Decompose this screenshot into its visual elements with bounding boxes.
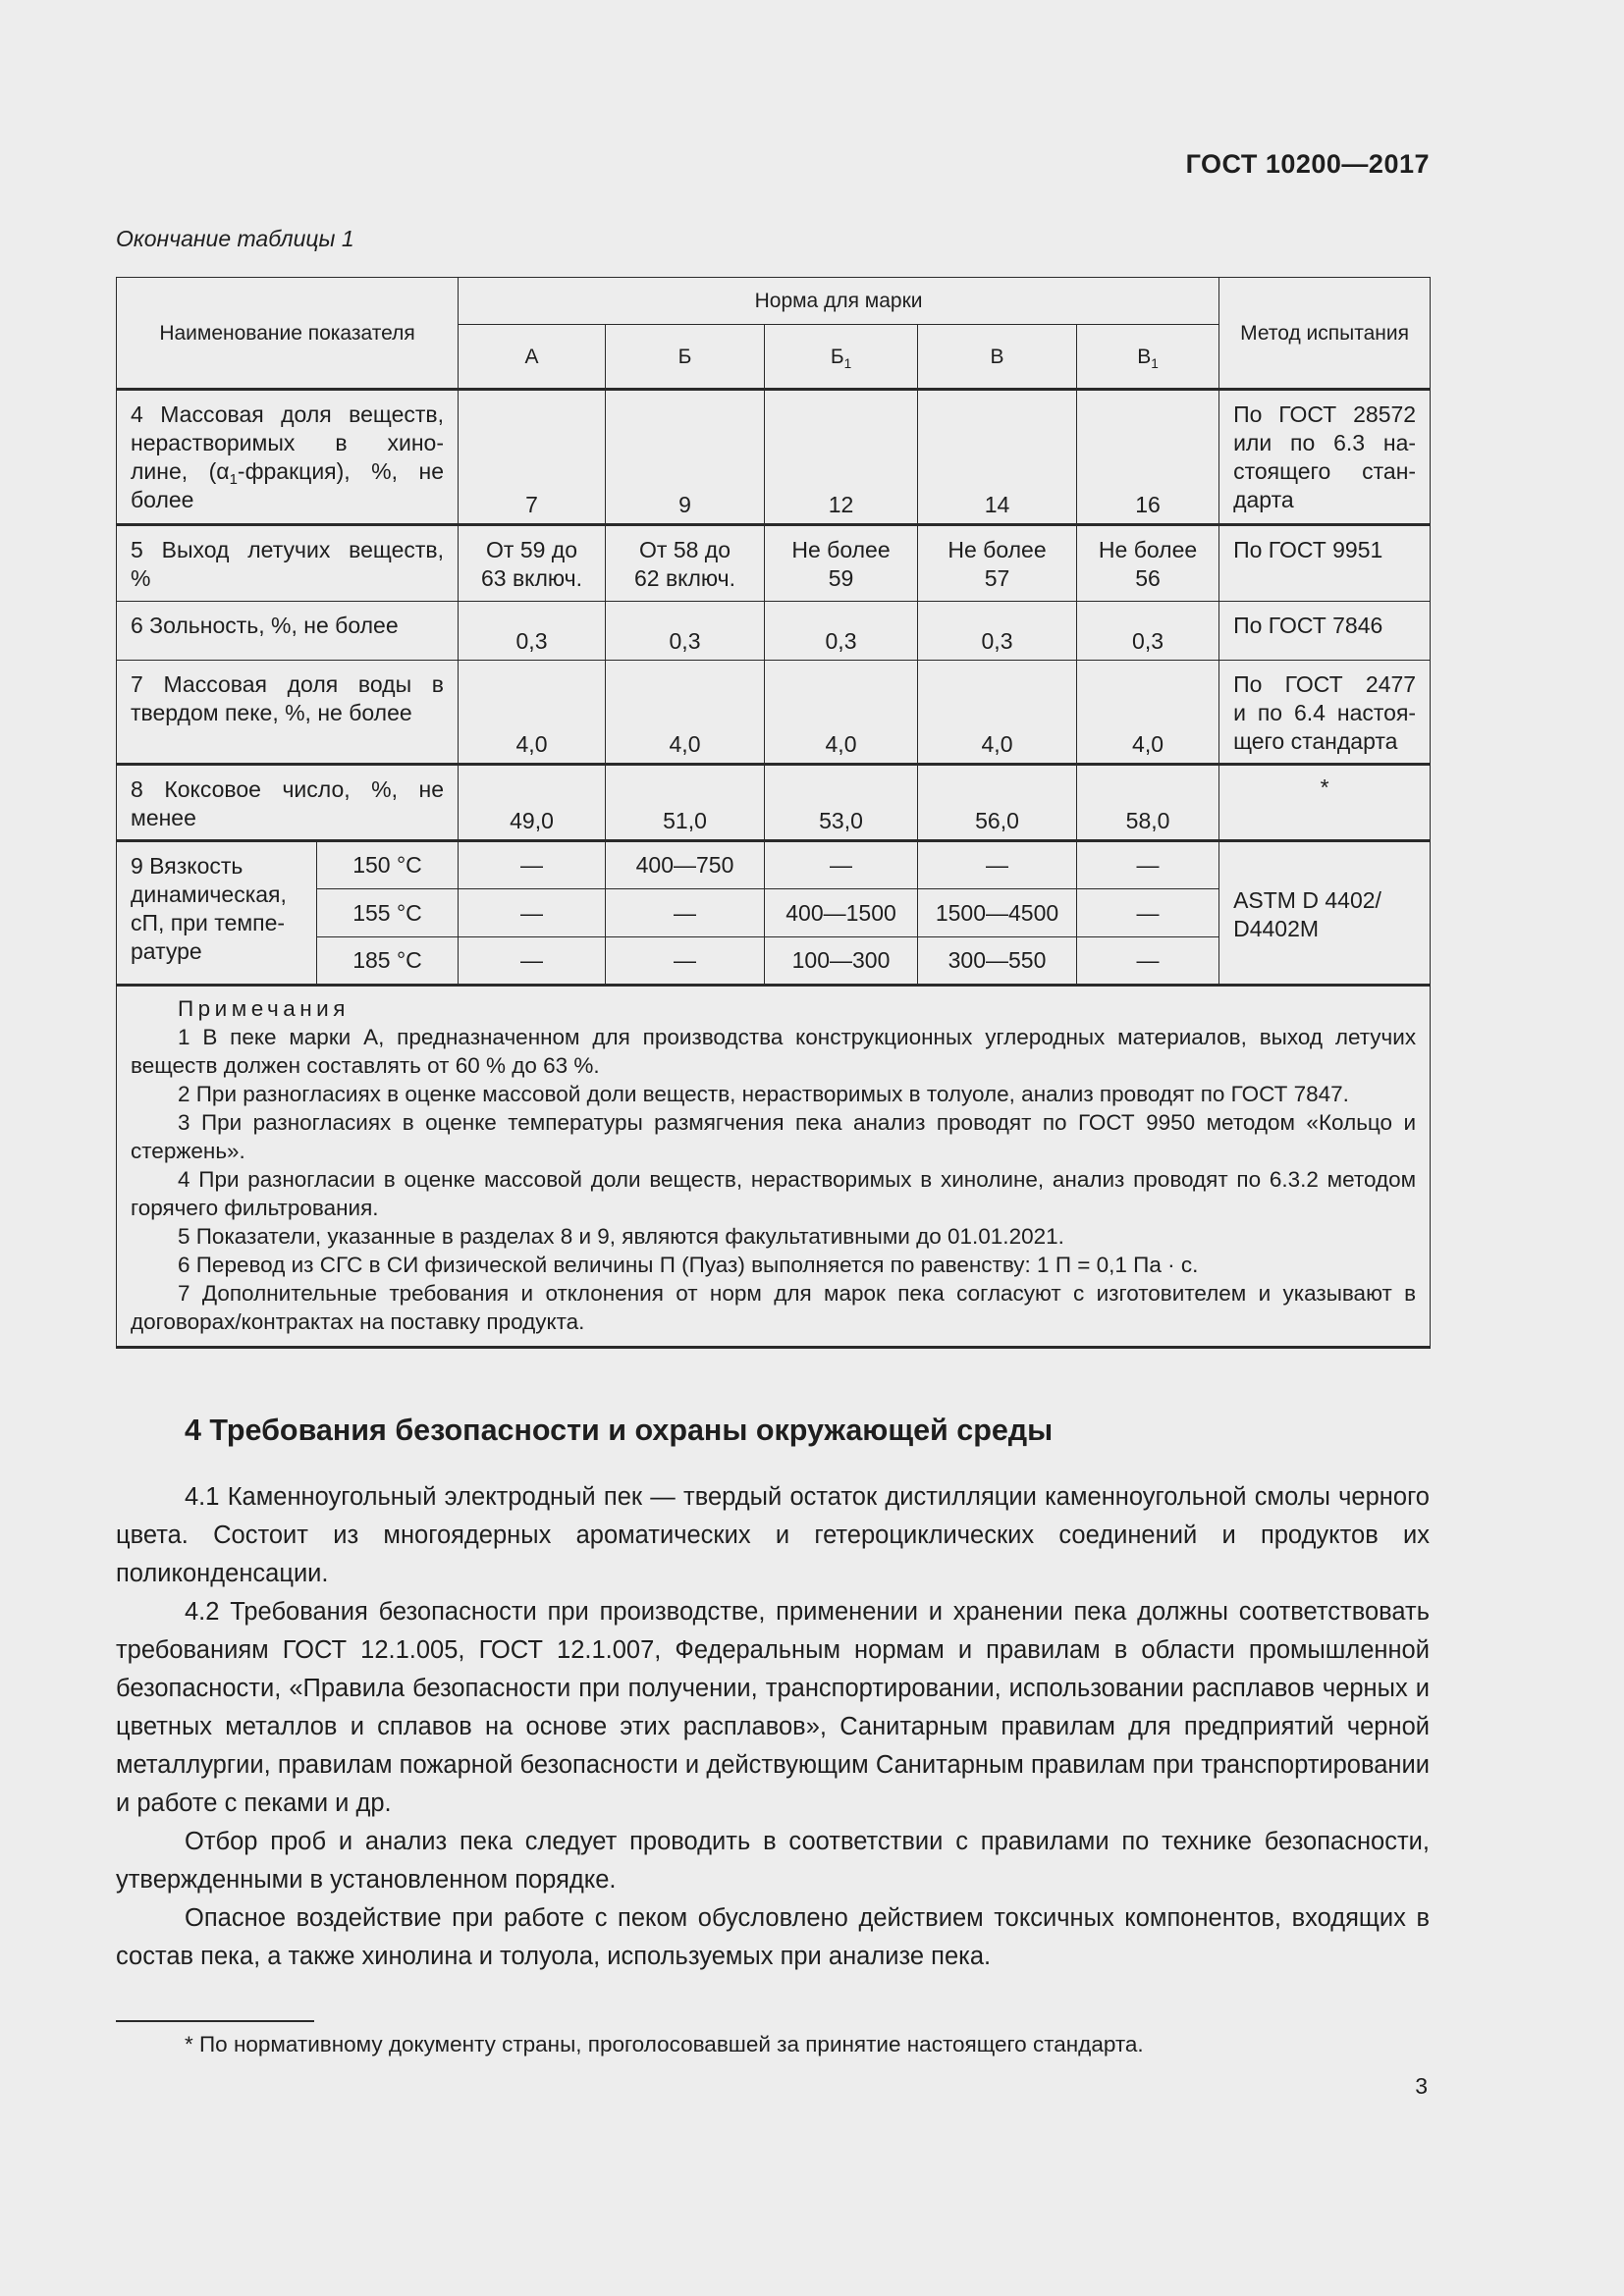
paragraph: 4.1 Каменноугольный электродный пек — твердый остаток дистилляции каменноугольной смолы черного цвета. Состоит из многоядерных ароматических и гетероциклических соединений и продуктов их поликонденсации. bbox=[116, 1483, 1430, 1587]
row-value: 16 bbox=[1077, 390, 1219, 525]
row-value: 9 bbox=[606, 390, 765, 525]
row-value: 4,0 bbox=[918, 661, 1077, 765]
row-value: 56,0 bbox=[918, 765, 1077, 841]
row-value: 53,0 bbox=[765, 765, 918, 841]
row-value: — bbox=[606, 889, 765, 937]
note-item: 2 При разногласиях в оценке массовой доли веществ, нерастворимых в толуоле, анализ проводят по ГОСТ 7847. bbox=[178, 1082, 1349, 1106]
row-value: 400—750 bbox=[606, 841, 765, 889]
temperature-cell: 185 °С bbox=[317, 937, 459, 986]
note-item: 7 Дополнительные требования и отклонения от норм для марок пека согласуют с изготовителем и указывают в договорах/контрактах на поставку продукта. bbox=[131, 1281, 1417, 1334]
table-caption: Окончание таблицы 1 bbox=[116, 226, 354, 251]
row-value: 0,3 bbox=[606, 602, 765, 661]
row-value: 300—550 bbox=[918, 937, 1077, 986]
table-row bbox=[117, 525, 1431, 602]
row-value: 12 bbox=[765, 390, 918, 525]
header-norm: Норма для марки bbox=[459, 278, 1219, 325]
row-value: 0,3 bbox=[1077, 602, 1219, 661]
row-indicator-name: 8 Коксовое число, %, не менее bbox=[117, 765, 459, 841]
spec-table bbox=[116, 277, 1431, 1349]
row-value: — bbox=[459, 937, 606, 986]
row-value: — bbox=[1077, 937, 1219, 986]
paragraph: 4.2 Требования безопасности при производстве, применении и хранении пека должны соответствовать требованиям ГОСТ 12.1.005, ГОСТ 12.1.007, Федеральным нормам и правилам в области промышленной безопасности, «Правила безопасности при получении, транспортировании, использовании расплавов черных и цветных металлов и сплавов на основе этих расплавов», Санитарным правилам для предприятий черной металлургии, правилам пожарной безопасности и действующим Санитарным правилам при транспортировании и работе с пеками и др. bbox=[116, 1598, 1430, 1817]
row-value: 14 bbox=[918, 390, 1077, 525]
row-indicator-name: 5 Выход летучих веществ, % bbox=[117, 525, 459, 602]
row-value: От 59 до 63 включ. bbox=[459, 525, 606, 602]
note-item: 6 Перевод из СГС в СИ физической величины П (Пуаз) выполняется по равенству: 1 П = 0,1 Па · с. bbox=[178, 1253, 1199, 1277]
row-indicator-name: 7 Массовая доля воды в твердом пеке, %, не более bbox=[117, 661, 459, 765]
note-item: 1 В пеке марки А, предназначенном для производства конструкционных углеродных материалов, выход летучих веществ должен составлять от 60 % до 63 %. bbox=[131, 1025, 1417, 1078]
row-value: 4,0 bbox=[606, 661, 765, 765]
row-method: ASTM D 4402/ D4402M bbox=[1219, 841, 1431, 986]
row-value: Не более 59 bbox=[765, 525, 918, 602]
notes-row bbox=[117, 986, 1431, 1348]
row-value: — bbox=[918, 841, 1077, 889]
page-number: 3 bbox=[1415, 2073, 1428, 2099]
table-row bbox=[117, 841, 1431, 889]
row-indicator-name: 9 Вязкость динамическая, сП, при темпе- ратуре bbox=[117, 841, 317, 986]
row-value: — bbox=[1077, 841, 1219, 889]
table-row bbox=[117, 602, 1431, 661]
row-value: 7 bbox=[459, 390, 606, 525]
row-value: 0,3 bbox=[459, 602, 606, 661]
row-method: По ГОСТ 28572 или по 6.3 на- стоящего стан- дарта bbox=[1219, 390, 1431, 525]
table-row bbox=[117, 765, 1431, 841]
header-method: Метод испытания bbox=[1219, 278, 1431, 390]
row-indicator-name: 6 Зольность, %, не более bbox=[117, 602, 459, 661]
row-value: — bbox=[606, 937, 765, 986]
header-indicator-name: Наименование показателя bbox=[117, 278, 459, 390]
document-id: ГОСТ 10200—2017 bbox=[1185, 149, 1430, 179]
grade-header: В bbox=[918, 325, 1077, 390]
row-value: — bbox=[1077, 889, 1219, 937]
temperature-cell: 155 °С bbox=[317, 889, 459, 937]
row-value: 49,0 bbox=[459, 765, 606, 841]
note-item: 3 При разногласиях в оценке температуры размягчения пека анализ проводят по ГОСТ 9950 методом «Кольцо и стержень». bbox=[131, 1110, 1417, 1163]
row-value: 0,3 bbox=[765, 602, 918, 661]
row-method: По ГОСТ 7846 bbox=[1219, 602, 1431, 661]
grade-header: $Б_1$ bbox=[765, 325, 918, 390]
footnote: * По нормативному документу страны, проголосовавшей за принятие настоящего стандарта. bbox=[185, 2032, 1144, 2056]
section-body bbox=[116, 1478, 1430, 1976]
row-indicator-name: 4 Массовая доля веществ, нерастворимых в хино- лине, $(\alpha_1-фракция)$, %, не более bbox=[117, 390, 459, 525]
table-header-row bbox=[117, 278, 1431, 325]
grade-header: $В_1$ bbox=[1077, 325, 1219, 390]
table-row bbox=[117, 661, 1431, 765]
paragraph: Опасное воздействие при работе с пеком обусловлено действием токсичных компонентов, входящих в состав пека, а также хинолина и толуола, используемых при анализе пека. bbox=[116, 1904, 1430, 1970]
row-value: 4,0 bbox=[1077, 661, 1219, 765]
table-row bbox=[117, 390, 1431, 525]
row-value: 58,0 bbox=[1077, 765, 1219, 841]
row-value: 100—300 bbox=[765, 937, 918, 986]
row-value: От 58 до 62 включ. bbox=[606, 525, 765, 602]
footnote-separator bbox=[116, 2020, 314, 2022]
row-value: 51,0 bbox=[606, 765, 765, 841]
row-value: — bbox=[459, 841, 606, 889]
grade-header: А bbox=[459, 325, 606, 390]
row-value: 0,3 bbox=[918, 602, 1077, 661]
row-value: 4,0 bbox=[765, 661, 918, 765]
note-item: 4 При разногласии в оценке массовой доли веществ, нерастворимых в хинолине, анализ проводят по 6.3.2 методом горячего фильтрования. bbox=[131, 1167, 1417, 1220]
grade-header: Б bbox=[606, 325, 765, 390]
row-method: По ГОСТ 9951 bbox=[1219, 525, 1431, 602]
paragraph: Отбор проб и анализ пека следует проводить в соответствии с правилами по технике безопасности, утвержденными в установленном порядке. bbox=[116, 1828, 1430, 1894]
row-method: По ГОСТ 2477 и по 6.4 настоя- щего стандарта bbox=[1219, 661, 1431, 765]
row-value: Не более 57 bbox=[918, 525, 1077, 602]
temperature-cell: 150 °С bbox=[317, 841, 459, 889]
note-item: 5 Показатели, указанные в разделах 8 и 9, являются факультативными до 01.01.2021. bbox=[178, 1224, 1064, 1249]
row-value: Не более 56 bbox=[1077, 525, 1219, 602]
notes-title: Примечания bbox=[178, 996, 350, 1021]
row-value: — bbox=[765, 841, 918, 889]
table-notes bbox=[117, 986, 1431, 1348]
row-method: * bbox=[1219, 765, 1431, 841]
row-value: — bbox=[459, 889, 606, 937]
row-value: 4,0 bbox=[459, 661, 606, 765]
section-heading: 4 Требования безопасности и охраны окружающей среды bbox=[185, 1414, 1054, 1447]
row-value: 1500—4500 bbox=[918, 889, 1077, 937]
row-value: 400—1500 bbox=[765, 889, 918, 937]
